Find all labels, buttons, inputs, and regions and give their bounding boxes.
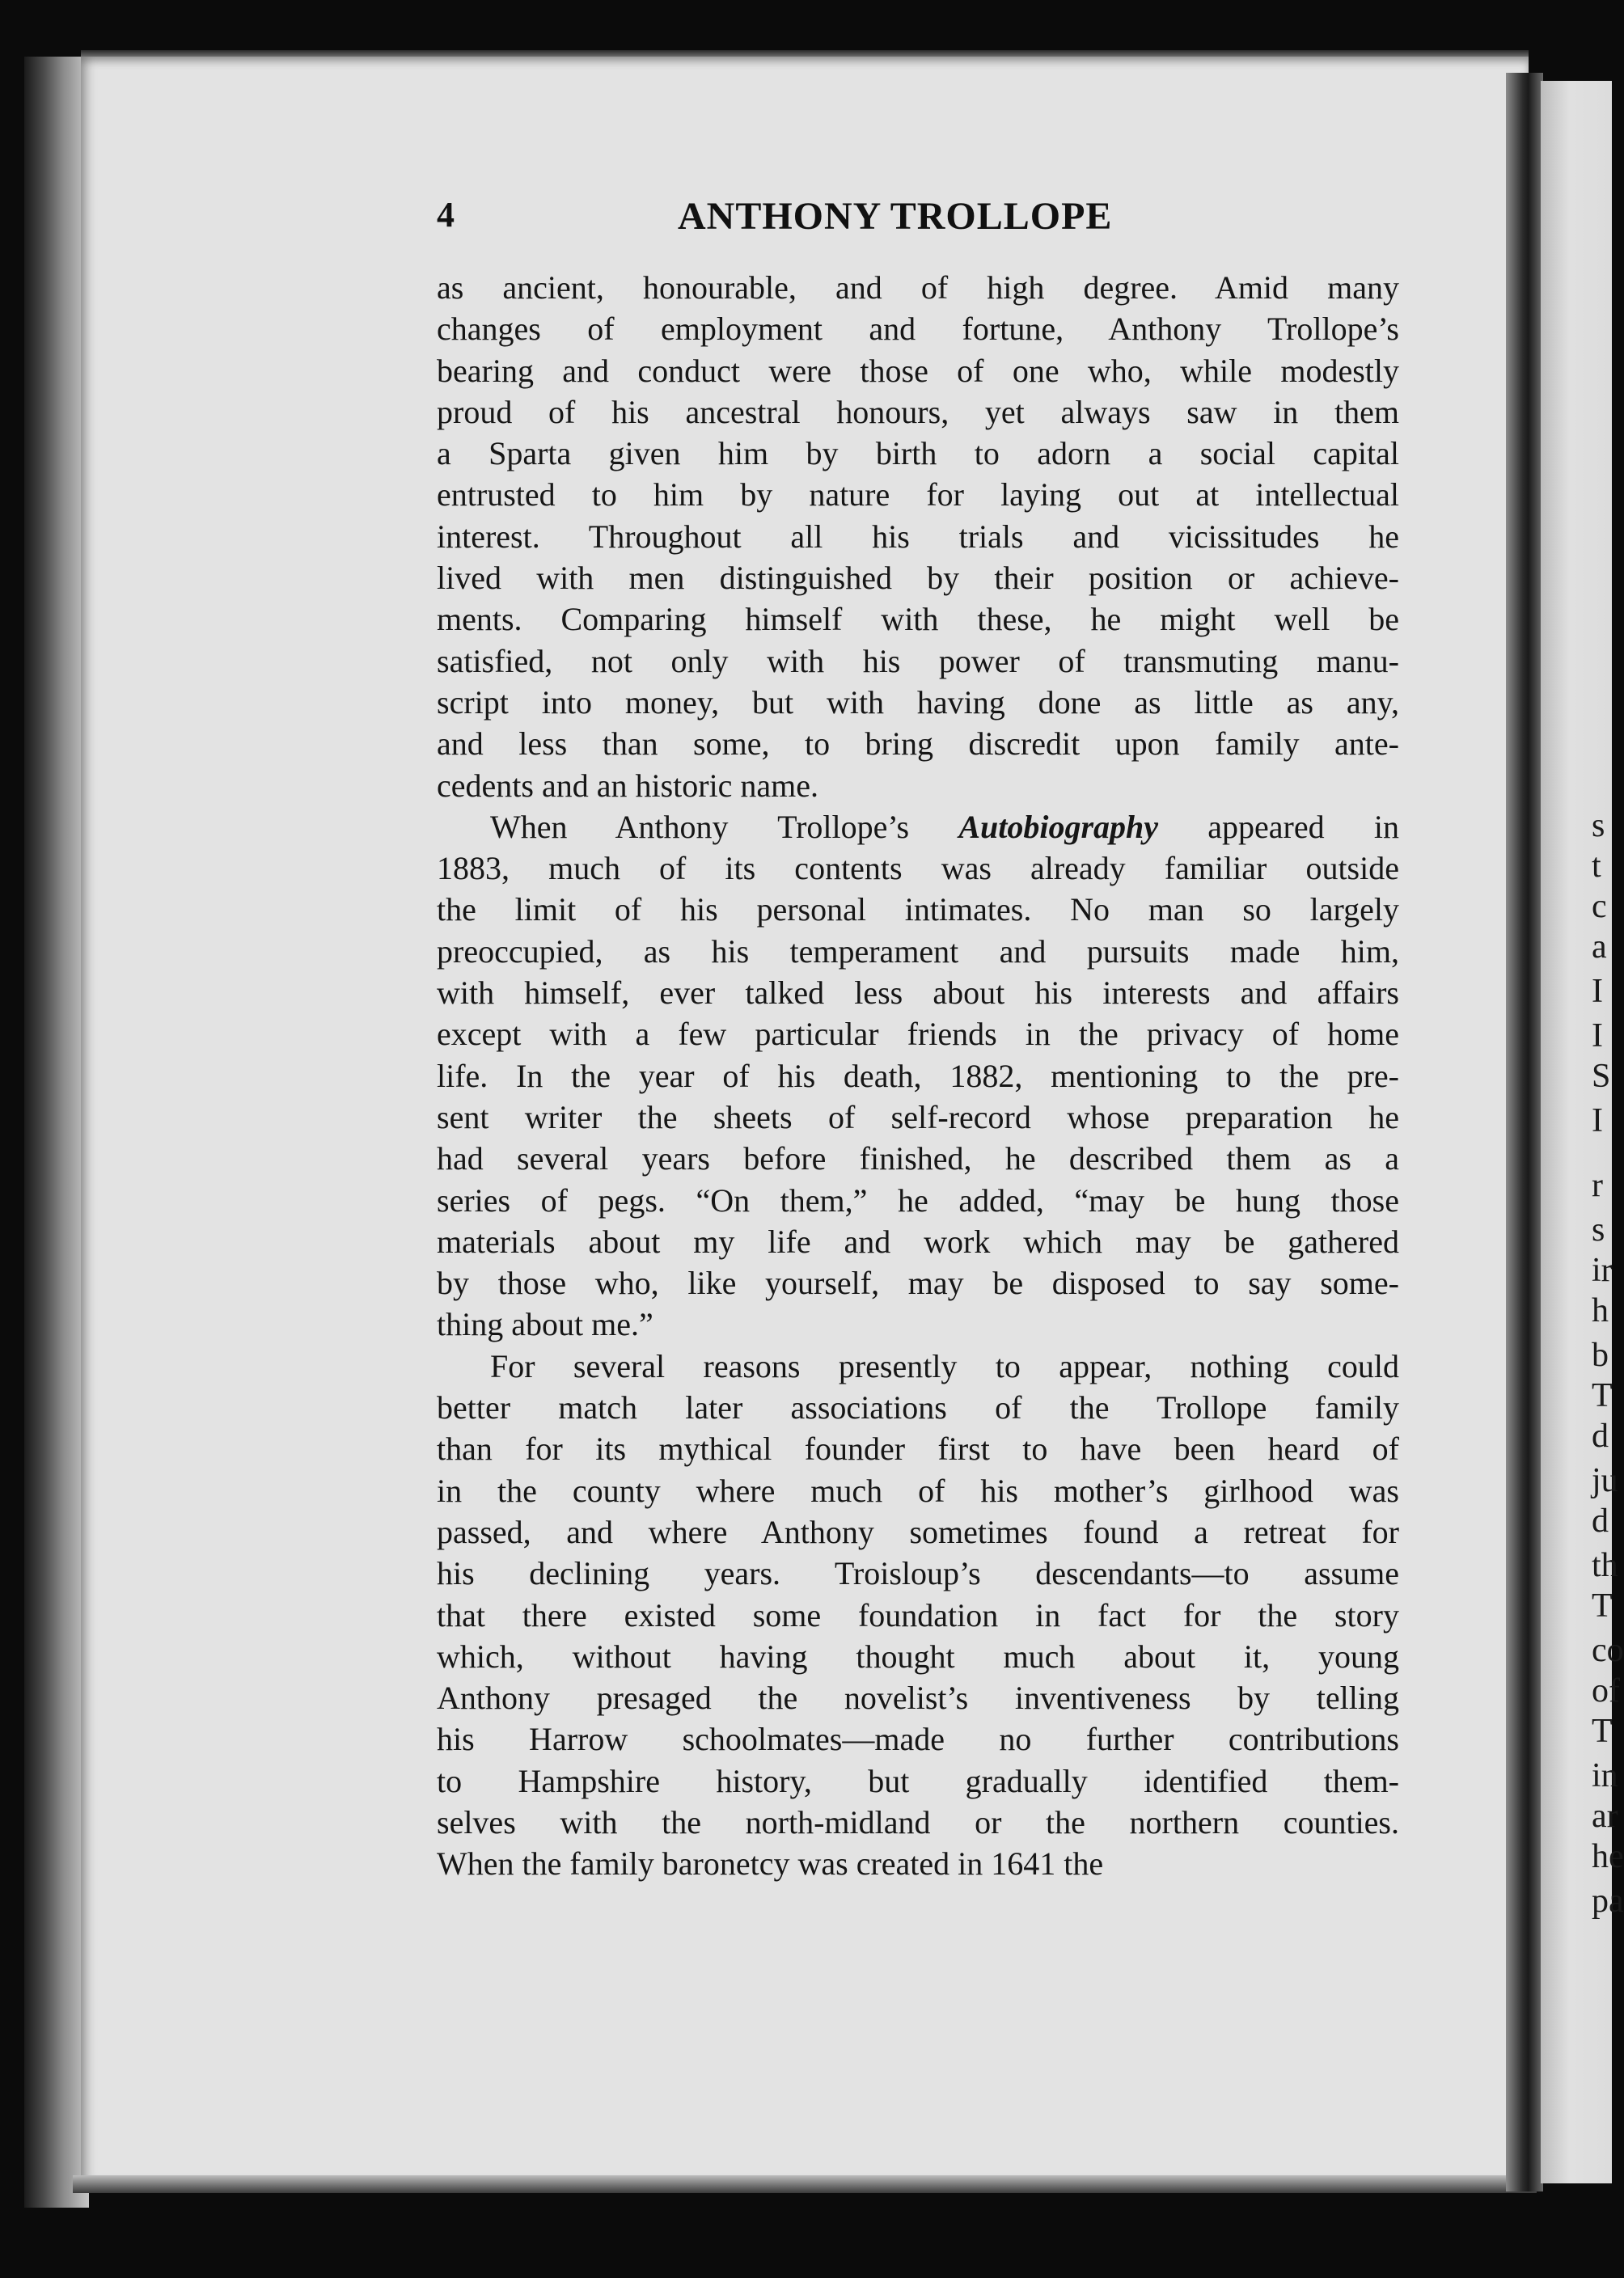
text-line: which, without having thought much about it, young <box>437 1638 1399 1675</box>
book-cover-edge <box>24 57 89 2208</box>
facing-page-fragment: T <box>1592 1713 1613 1750</box>
facing-page-fragment: ar <box>1592 1798 1618 1835</box>
text-line: than for its mythical founder first to have been heard of <box>437 1431 1399 1468</box>
facing-page-fragment: ir <box>1592 1252 1613 1289</box>
facing-page-fragment: s <box>1592 1211 1605 1249</box>
text-line: For several reasons presently to appear, nothing could <box>490 1347 1399 1384</box>
text-line: materials about my life and work which may be gathered <box>437 1223 1399 1260</box>
text-line: ments. Comparing himself with these, he might well be <box>437 601 1399 638</box>
page-bottom-edge <box>73 2175 1537 2193</box>
text-line: to Hampshire history, but gradually identified them- <box>437 1762 1399 1799</box>
facing-page-fragment: I <box>1592 973 1603 1010</box>
facing-page-fragment: he <box>1592 1838 1624 1875</box>
text-line: life. In the year of his death, 1882, mentioning to the pre- <box>437 1057 1399 1094</box>
text-line: by those who, like yourself, may be disposed to say some- <box>437 1265 1399 1302</box>
text-line: When the family baronetcy was created in 1641 the <box>437 1845 1104 1883</box>
facing-page-fragment: ju <box>1592 1462 1618 1499</box>
facing-page-fragment: t <box>1592 847 1601 885</box>
page-number: 4 <box>437 195 455 235</box>
facing-page-fragment: I <box>1592 1102 1603 1139</box>
paragraph <box>437 267 1399 806</box>
running-head <box>437 194 1399 243</box>
text-line: entrusted to him by nature for laying out at intellectual <box>437 476 1399 514</box>
text-line: changes of employment and fortune, Anthony Trollope’s <box>437 311 1399 348</box>
text-line: his declining years. Troisloup’s descendants—to assume <box>437 1555 1399 1592</box>
facing-page-fragment: in <box>1592 1757 1618 1794</box>
facing-page-fragment: d <box>1592 1418 1609 1455</box>
text-segment: When Anthony Trollope’s <box>490 808 959 845</box>
text-line: sent writer the sheets of self-record whose preparation he <box>437 1098 1399 1135</box>
facing-page-fragment: h <box>1592 1292 1609 1329</box>
text-line: in the county where much of his mother’s girlhood was <box>437 1472 1399 1509</box>
text-line: thing about me.” <box>437 1306 653 1343</box>
facing-page-fragment: b <box>1592 1337 1609 1374</box>
text-line: his Harrow schoolmates—made no further contributions <box>437 1721 1399 1758</box>
paragraph <box>437 806 1399 1346</box>
text-line: preoccupied, as his temperament and pursuits made him, <box>437 932 1399 970</box>
text-line: script into money, but with having done as little as any, <box>437 683 1399 721</box>
facing-page-fragment: s <box>1592 807 1605 844</box>
text-line: better match later associations of the Trollope family <box>437 1389 1399 1426</box>
facing-page-fragment: of <box>1592 1672 1620 1710</box>
text-line: interest. Throughout all his trials and vicissitudes he <box>437 518 1399 555</box>
text-line: except with a few particular friends in the privacy of home <box>437 1016 1399 1053</box>
text-line: lived with men distinguished by their position or achieve- <box>437 560 1399 597</box>
page-gutter <box>1506 73 1543 2191</box>
body-text <box>437 267 1399 1885</box>
text-line: series of pegs. “On them,” he added, “may be hung those <box>437 1181 1399 1219</box>
running-head-title: ANTHONY TROLLOPE <box>678 195 1113 238</box>
text-line: as ancient, honourable, and of high degree. Amid many <box>437 269 1399 306</box>
text-line: cedents and an historic name. <box>437 767 819 804</box>
text-line: and less than some, to bring discredit upon family ante- <box>437 725 1399 763</box>
text-line: proud of his ancestral honours, yet always saw in them <box>437 393 1399 430</box>
paragraph <box>437 1346 1399 1885</box>
facing-page-fragment: T <box>1592 1587 1613 1625</box>
text-line: bearing and conduct were those of one who, while modestly <box>437 352 1399 389</box>
facing-page-fragment: I <box>1592 1017 1603 1054</box>
text-line: Anthony presaged the novelist’s inventiveness by telling <box>437 1680 1399 1717</box>
text-line: satisfied, not only with his power of transmuting manu- <box>437 642 1399 679</box>
text-line: selves with the north-midland or the northern counties. <box>437 1803 1399 1841</box>
facing-page-fragment: th <box>1592 1547 1618 1584</box>
facing-page-fragment: r <box>1592 1167 1603 1204</box>
text-line: with himself, ever talked less about his interests and affairs <box>437 974 1399 1012</box>
text-line: 1883, much of its contents was already familiar outside <box>437 850 1399 887</box>
text-line: a Sparta given him by birth to adorn a social capital <box>437 435 1399 472</box>
facing-page-fragment: pa <box>1592 1883 1624 1920</box>
facing-page-fragment: d <box>1592 1502 1609 1540</box>
text-line: the limit of his personal intimates. No man so largely <box>437 891 1399 928</box>
facing-page-fragment: co <box>1592 1632 1624 1669</box>
book-title-italic: Autobiography <box>958 808 1159 845</box>
text-line: passed, and where Anthony sometimes found a retreat for <box>437 1513 1399 1550</box>
text-line: had several years before finished, he described them as a <box>437 1140 1399 1177</box>
facing-page-fragment: a <box>1592 928 1607 966</box>
text-segment: appeared in <box>1158 808 1399 845</box>
facing-page-fragment: S <box>1592 1058 1611 1095</box>
facing-page-fragment: T <box>1592 1377 1613 1414</box>
text-line <box>437 806 1399 847</box>
text-line: that there existed some foundation in fact for the story <box>437 1596 1399 1633</box>
facing-page-fragment: c <box>1592 888 1607 925</box>
